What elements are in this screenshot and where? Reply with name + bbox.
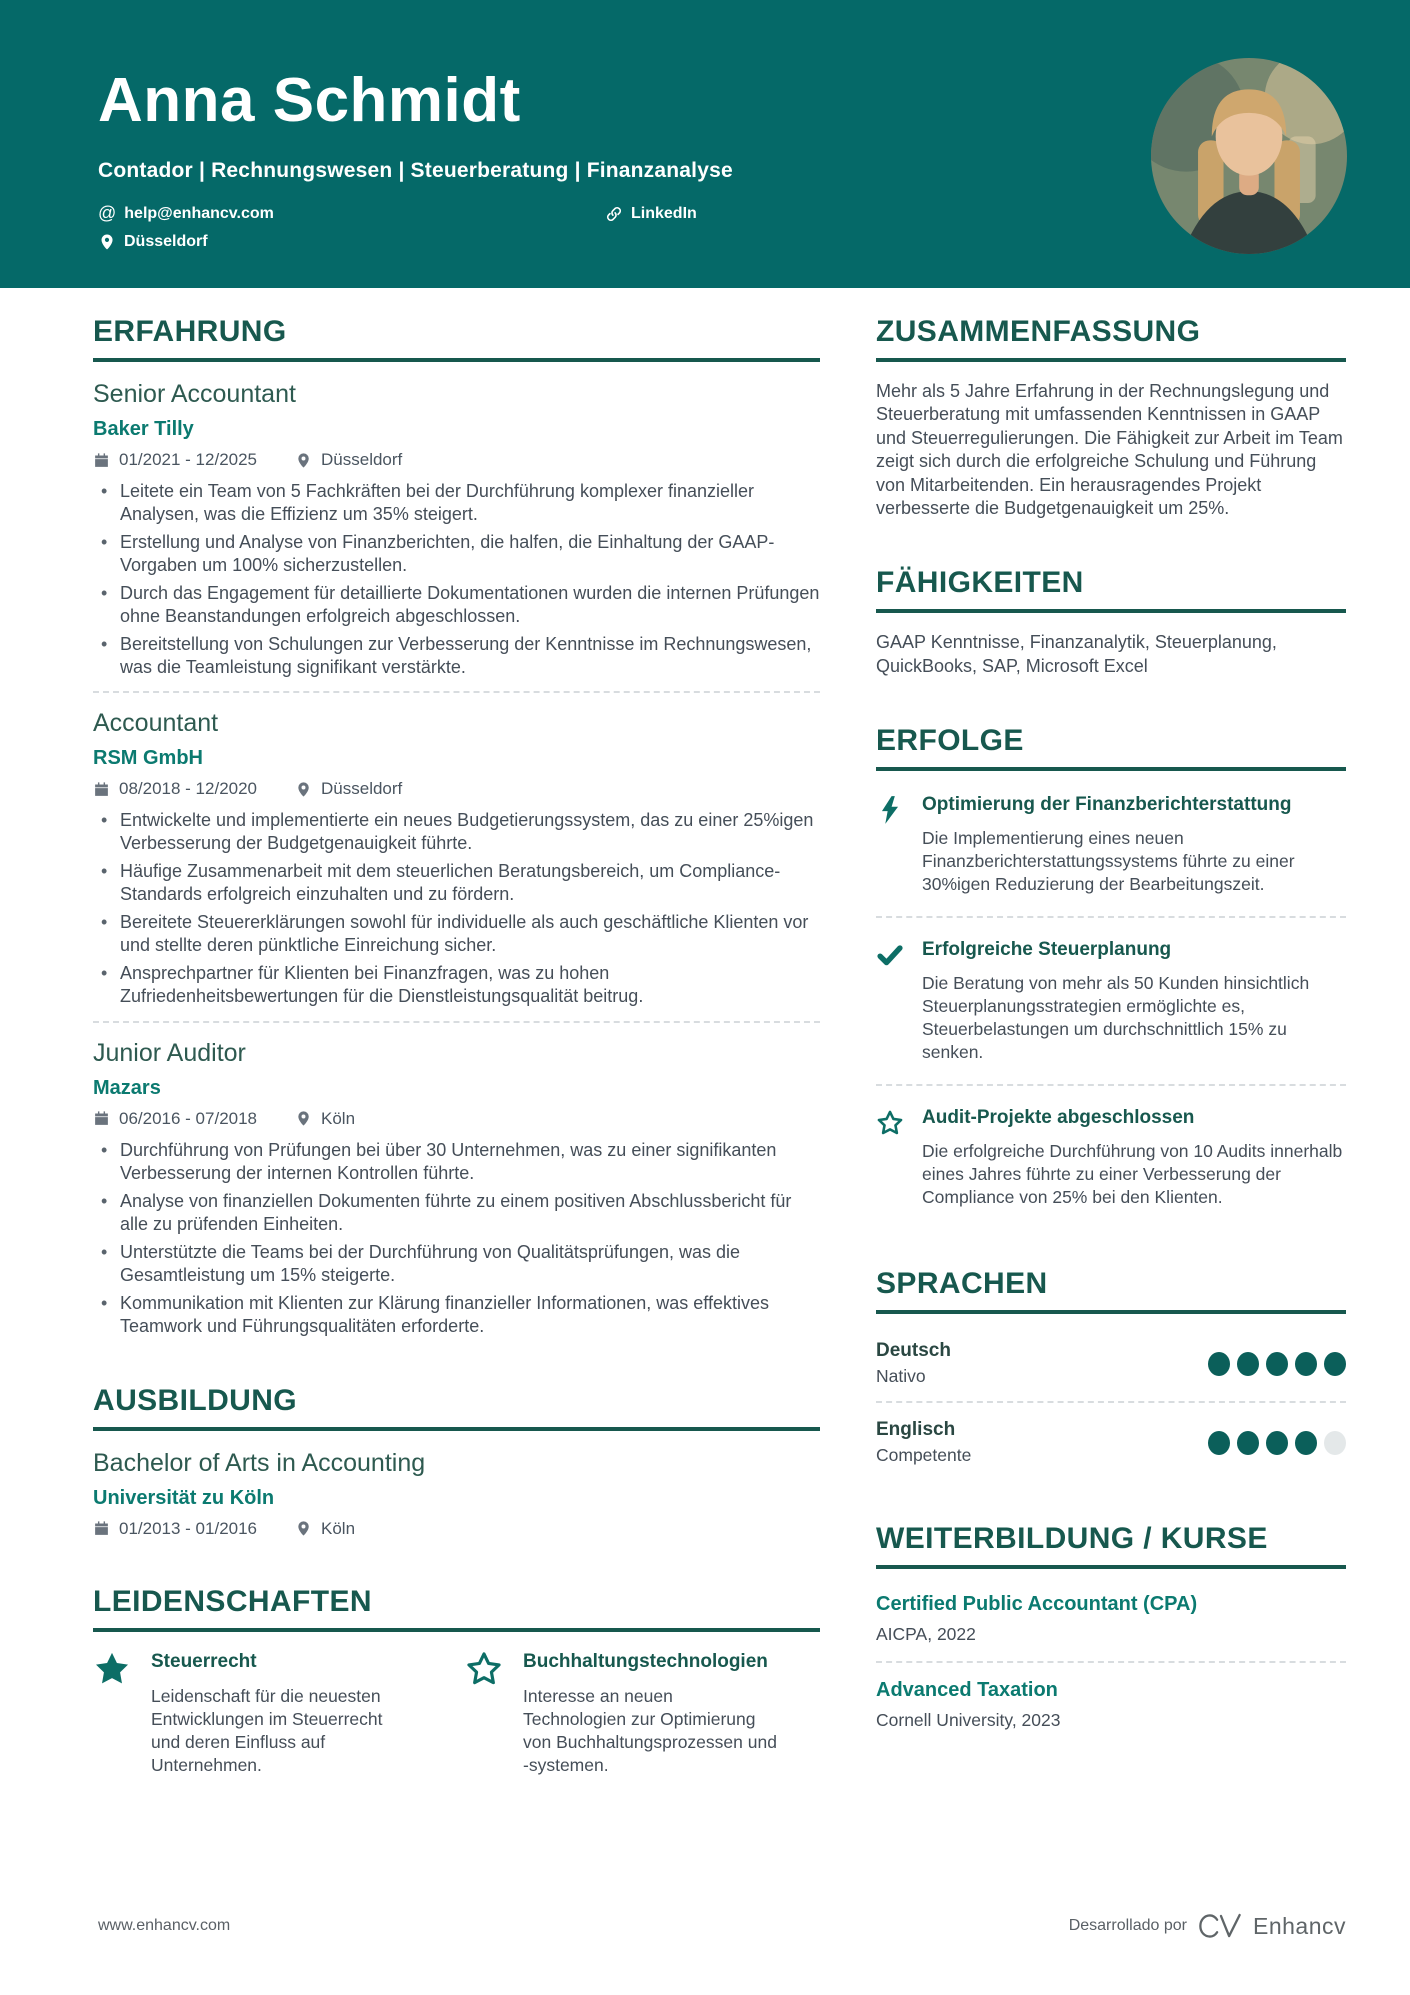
summary-heading: ZUSAMMENFASSUNG <box>876 315 1346 362</box>
footer-website-link[interactable]: www.enhancv.com <box>98 1917 231 1934</box>
linkedin-link[interactable] <box>605 205 697 223</box>
job-bullet: • Unterstützte die Teams bei der Durchführung von Qualitätsprüfungen, was die Gesamtleistung um 15% steigerte. <box>101 1241 820 1287</box>
checkmark-icon <box>876 938 906 1064</box>
job-entry <box>93 1039 820 1338</box>
passions-heading: LEIDENSCHAFTEN <box>93 1585 820 1632</box>
right-column <box>876 288 1346 1778</box>
location-pin-icon <box>295 781 312 798</box>
job-dates: 06/2016 - 07/2018 <box>119 1108 258 1128</box>
language-row <box>876 1332 1346 1397</box>
job-bullet: • Bereitete Steuererklärungen sowohl für individuelle als auch geschäftliche Klienten vor und stellte deren pünktliche Einreichung sicher. <box>101 911 820 957</box>
passion-title: Steuerrecht <box>151 1650 257 1672</box>
job-location: Düsseldorf <box>321 450 403 469</box>
level-dot-filled <box>1266 1352 1288 1376</box>
section-summary <box>876 315 1346 520</box>
skills-text: GAAP Kenntnisse, Finanzanalytik, Steuerplanung, QuickBooks, SAP, Microsoft Excel <box>876 632 1277 676</box>
language-level-dots <box>1208 1352 1346 1376</box>
level-dot-filled <box>1266 1431 1288 1455</box>
job-dates: 01/2021 - 12/2025 <box>119 450 258 469</box>
passion-item <box>465 1650 779 1778</box>
language-level: Competente <box>876 1445 972 1466</box>
calendar-icon <box>93 1110 110 1127</box>
enhancv-brand-text: Enhancv <box>1252 1912 1346 1939</box>
divider <box>93 691 820 693</box>
language-level: Nativo <box>876 1366 926 1387</box>
level-dot-filled <box>1295 1431 1317 1455</box>
job-company: RSM GmbH <box>93 747 203 770</box>
calendar-icon <box>93 1520 110 1537</box>
experience-heading: ERFAHRUNG <box>93 315 820 362</box>
page-footer <box>98 1912 1346 1940</box>
section-languages <box>876 1267 1346 1476</box>
star-filled-icon <box>93 1650 133 1778</box>
level-dot-empty <box>1324 1431 1346 1455</box>
job-bullet: • Erstellung und Analyse von Finanzberichten, die halfen, die Einhaltung der GAAP-Vorgaben um 100% sicherzustellen. <box>101 531 820 577</box>
achievement-title: Optimierung der Finanzberichterstattung <box>922 794 1292 816</box>
job-title: Junior Auditor <box>93 1038 246 1067</box>
job-location: Köln <box>321 1108 356 1128</box>
calendar-icon <box>93 781 110 798</box>
education-dates: 01/2013 - 01/2016 <box>119 1518 258 1538</box>
course-title: Advanced Taxation <box>876 1679 1058 1702</box>
job-bullet: • Kommunikation mit Klienten zur Klärung finanzieller Informationen, was effektives Teamwork und Führungsqualitäten erforderte. <box>101 1292 820 1338</box>
skills-heading: FÄHIGKEITEN <box>876 566 1346 613</box>
lightning-bolt-icon <box>876 793 906 896</box>
divider <box>93 1021 820 1023</box>
location-item <box>98 233 208 251</box>
course-item <box>876 1673 1346 1741</box>
job-bullet: • Durchführung von Prüfungen bei über 30 Unternehmen, was zu einer signifikanten Verbesserung der internen Kontrollen führte. <box>101 1139 820 1185</box>
level-dot-filled <box>1324 1352 1346 1376</box>
star-outline-icon <box>465 1650 505 1778</box>
language-name: Deutsch <box>876 1340 951 1362</box>
profile-photo <box>1151 58 1347 254</box>
profile-photo-illustration <box>1151 58 1347 254</box>
achievement-title: Erfolgreiche Steuerplanung <box>922 939 1172 961</box>
job-company: Baker Tilly <box>93 418 194 440</box>
left-column <box>93 288 820 1778</box>
achievement-title: Audit-Projekte abgeschlossen <box>922 1107 1195 1129</box>
job-title: Senior Accountant <box>93 380 296 408</box>
email-text: help@enhancv.com <box>124 204 274 222</box>
course-item <box>876 1587 1346 1655</box>
location-pin-icon <box>98 233 116 251</box>
language-name: Englisch <box>876 1419 956 1441</box>
section-courses <box>876 1522 1346 1741</box>
language-level-dots <box>1208 1431 1346 1455</box>
location-pin-icon <box>295 452 312 469</box>
link-icon <box>605 205 623 223</box>
achievement-item <box>876 1102 1346 1221</box>
level-dot-filled <box>1208 1352 1230 1376</box>
job-bullets <box>93 480 820 679</box>
level-dot-filled <box>1208 1431 1230 1455</box>
school-name: Universität zu Köln <box>93 1486 275 1509</box>
divider <box>876 1661 1346 1663</box>
education-heading: AUSBILDUNG <box>93 1384 820 1431</box>
divider <box>876 1401 1346 1403</box>
section-passions <box>93 1585 820 1778</box>
job-entry <box>93 709 820 1008</box>
job-entry <box>93 380 820 679</box>
passion-text: Leidenschaft für die neuesten Entwicklungen im Steuerrecht und deren Einfluss auf Unternehmen. <box>151 1685 383 1776</box>
email-link[interactable] <box>98 203 605 224</box>
job-bullet: • Häufige Zusammenarbeit mit dem steuerlichen Beratungsbereich, um Compliance-Standards erfolgreich einzuhalten und zu fördern. <box>101 860 820 906</box>
job-bullets <box>93 1139 820 1338</box>
summary-text: Mehr als 5 Jahre Erfahrung in der Rechnungslegung und Steuerberatung mit umfassenden Kenntnissen in GAAP und Steuerregulierungen. Die Fähigkeit zur Arbeit im Team zeigt sich durch die erfolgreiche Schulung und Führung von Mitarbeitenden. Ein herausragendes Projekt verbesserte die Budgetgenauigkeit um 25%. <box>876 381 1343 518</box>
course-title: Certified Public Accountant (CPA) <box>876 1593 1198 1616</box>
calendar-icon <box>93 452 110 469</box>
job-bullet: • Durch das Engagement für detaillierte Dokumentationen wurden die internen Prüfungen ohne Beanstandungen erfolgreich abgeschlossen. <box>101 582 820 628</box>
achievement-text: Die erfolgreiche Durchführung von 10 Audits innerhalb eines Jahres führte zu einer Verbesserung der Compliance von 25% bei den Klienten. <box>922 1140 1343 1208</box>
job-location: Düsseldorf <box>321 779 403 799</box>
contact-block <box>98 203 1345 251</box>
achievement-text: Die Beratung von mehr als 50 Kunden hinsichtlich Steuerplanungsstrategien ermöglichte es, Steuerbelastungen um durchschnittlich 15% zu senken. <box>922 972 1310 1063</box>
star-outline-icon <box>876 1106 906 1209</box>
footer-credit <box>1069 1912 1346 1940</box>
level-dot-filled <box>1237 1352 1259 1376</box>
footer-credit-text: Desarrollado por <box>1068 1917 1187 1934</box>
job-bullet: • Ansprechpartner für Klienten bei Finanzfragen, was zu hohen Zufriedenheitsbewertungen für die Dienstleistungsqualität beitrug. <box>101 962 820 1008</box>
education-location: Köln <box>321 1518 356 1538</box>
resume-header <box>0 0 1410 288</box>
person-headline: Contador | Rechnungswesen | Steuerberatung | Finanzanalyse <box>98 159 733 182</box>
email-icon: @ <box>98 203 117 223</box>
enhancv-logo[interactable] <box>1197 1912 1243 1940</box>
level-dot-filled <box>1237 1431 1259 1455</box>
languages-heading: SPRACHEN <box>876 1267 1346 1314</box>
passion-title: Buchhaltungstechnologien <box>523 1650 768 1672</box>
passion-text: Interesse an neuen Technologien zur Optimierung von Buchhaltungsprozessen und -systemen. <box>523 1685 777 1776</box>
divider <box>876 1084 1346 1086</box>
course-org: Cornell University, 2023 <box>876 1710 1061 1731</box>
divider <box>876 916 1346 918</box>
person-name: Anna Schmidt <box>98 66 521 135</box>
job-bullet: • Leitete ein Team von 5 Fachkräften bei der Durchführung komplexer finanzieller Analysen, was die Effizienz um 35% steigert. <box>101 480 820 526</box>
passion-item <box>93 1650 407 1778</box>
achievement-item <box>876 789 1346 908</box>
job-bullet: • Entwickelte und implementierte ein neues Budgetierungssystem, das zu einer 25%igen Verbesserung der Budgetgenauigkeit führte. <box>101 809 820 855</box>
resume-body <box>0 288 1410 1778</box>
language-row <box>876 1411 1346 1476</box>
level-dot-filled <box>1295 1352 1317 1376</box>
section-education <box>93 1384 820 1539</box>
job-bullet: • Bereitstellung von Schulungen zur Verbesserung der Kenntnisse im Rechnungswesen, was die Teamleistung signifikant verstärkte. <box>101 633 820 679</box>
location-pin-icon <box>295 1520 312 1537</box>
courses-heading: WEITERBILDUNG / KURSE <box>876 1522 1346 1569</box>
section-experience <box>93 315 820 1338</box>
linkedin-text: LinkedIn <box>631 204 697 222</box>
job-bullets <box>93 809 820 1008</box>
achievement-item <box>876 934 1346 1076</box>
achievement-text: Die Implementierung eines neuen Finanzberichterstattungssystems führte zu einer 30%igen Reduzierung der Bearbeitungszeit. <box>922 827 1295 894</box>
achievements-heading: ERFOLGE <box>876 724 1346 771</box>
section-skills <box>876 566 1346 678</box>
job-title: Accountant <box>93 709 219 738</box>
section-achievements <box>876 724 1346 1221</box>
job-company: Mazars <box>93 1076 161 1099</box>
job-bullet: • Analyse von finanziellen Dokumenten führte zu einem positiven Abschlussbericht für alle zu prüfenden Einheiten. <box>101 1190 820 1236</box>
course-org: AICPA, 2022 <box>876 1624 976 1645</box>
location-pin-icon <box>295 1110 312 1127</box>
job-dates: 08/2018 - 12/2020 <box>119 779 258 799</box>
location-text: Düsseldorf <box>124 233 208 250</box>
degree-title: Bachelor of Arts in Accounting <box>93 1448 426 1477</box>
